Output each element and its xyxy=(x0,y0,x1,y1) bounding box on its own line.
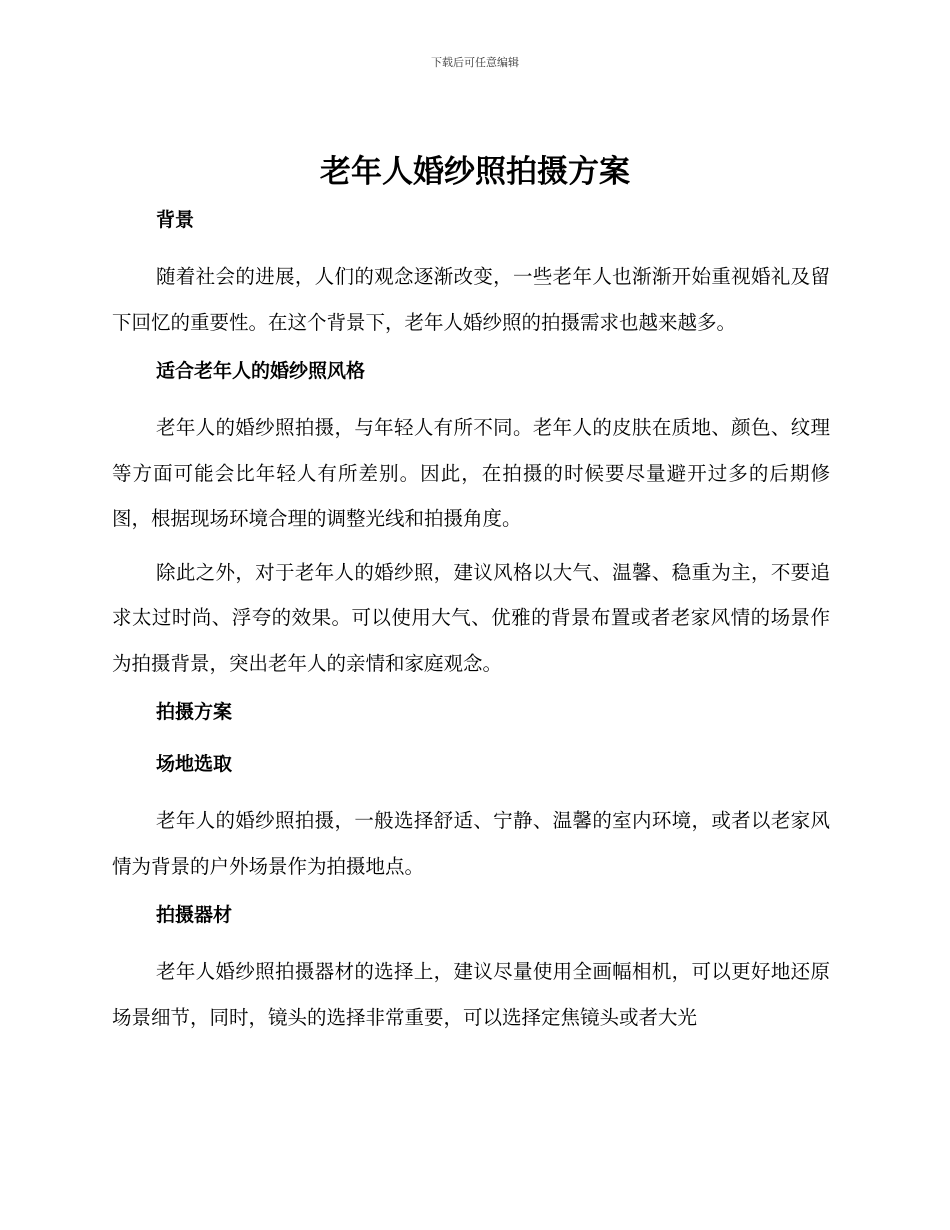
paragraph-style-2: 除此之外，对于老年人的婚纱照，建议风格以大气、温馨、稳重为主，不要追求太过时尚、浮夸的效果。可以使用大气、优雅的背景布置或者老家风情的场景作为拍摄背景，突出老年人的亲情和家庭观念。 xyxy=(112,560,830,675)
paragraph-style-1: 老年人的婚纱照拍摄，与年轻人有所不同。老年人的皮肤在质地、颜色、纹理等方面可能会比年轻人有所差别。因此，在拍摄的时候要尽量避开过多的后期修图，根据现场环境合理的调整光线和拍摄角度。 xyxy=(112,416,830,530)
section-heading-style: 适合老年人的婚纱照风格 xyxy=(156,360,366,382)
document-body xyxy=(112,202,830,1040)
section-heading-venue: 场地选取 xyxy=(156,753,233,775)
section-heading-equipment: 拍摄器材 xyxy=(156,904,233,926)
header-note: 下载后可任意编辑 xyxy=(431,56,519,69)
section-heading-plan: 拍摄方案 xyxy=(156,701,233,723)
paragraph-background: 随着社会的进展，人们的观念逐渐改变，一些老年人也渐渐开始重视婚礼及留下回忆的重要性。在这个背景下，老年人婚纱照的拍摄需求也越来越多。 xyxy=(112,265,830,334)
section-heading-background: 背景 xyxy=(156,209,195,231)
paragraph-venue: 老年人的婚纱照拍摄，一般选择舒适、宁静、温馨的室内环境，或者以老家风情为背景的户外场景作为拍摄地点。 xyxy=(112,809,830,878)
document-title: 老年人婚纱照拍摄方案 xyxy=(320,154,630,190)
paragraph-equipment: 老年人婚纱照拍摄器材的选择上，建议尽量使用全画幅相机，可以更好地还原场景细节，同时，镜头的选择非常重要，可以选择定焦镜头或者大光 xyxy=(112,960,830,1029)
